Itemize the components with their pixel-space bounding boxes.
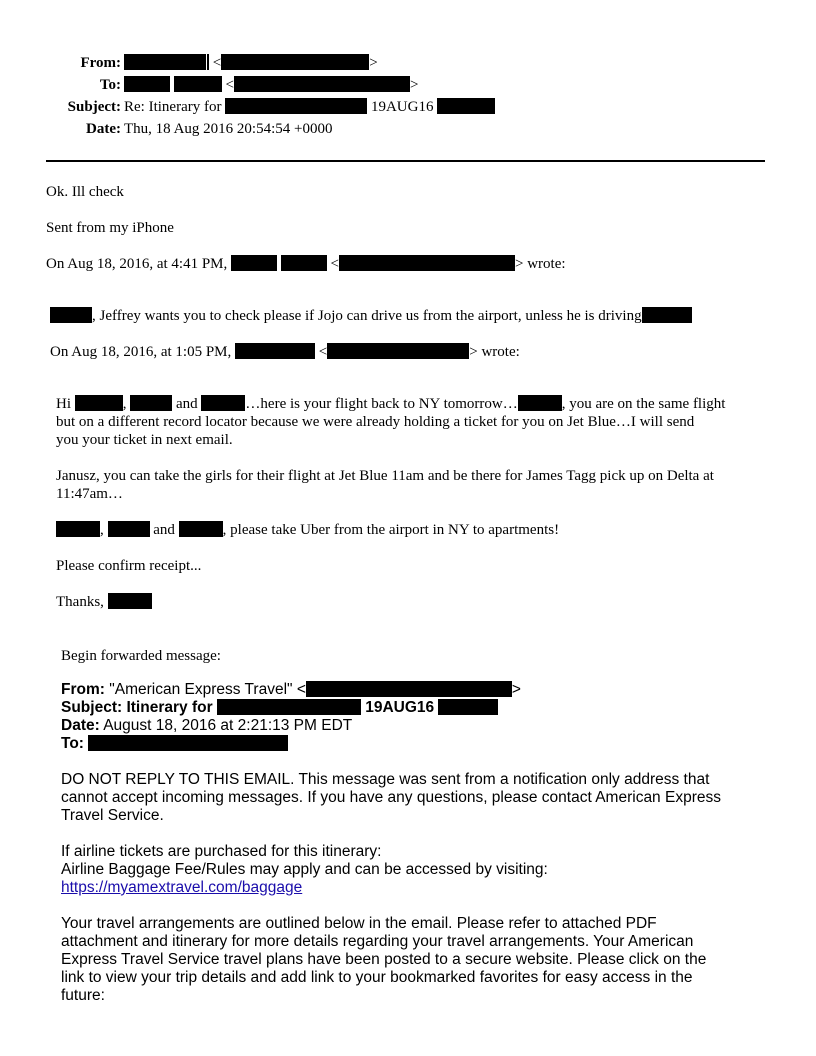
body-text: …here is your flight back to NY tomorrow… bbox=[245, 396, 518, 412]
body-text: , please take Uber from the airport in NY to apartments! bbox=[222, 522, 560, 538]
redaction bbox=[642, 307, 692, 323]
body-line: 11:47am… bbox=[56, 486, 123, 502]
forwarded-date bbox=[61, 717, 521, 735]
to-label: To: bbox=[61, 735, 84, 752]
redaction bbox=[75, 395, 123, 411]
arrangements-line: future: bbox=[61, 987, 105, 1004]
baggage-line: If airline tickets are purchased for this itinerary: bbox=[61, 843, 382, 860]
redaction bbox=[56, 521, 100, 537]
redaction bbox=[217, 699, 361, 715]
to-label: To: bbox=[99, 77, 121, 93]
subject-label: Subject: bbox=[61, 699, 123, 716]
redaction bbox=[88, 735, 288, 751]
subject-prefix: Itinerary for bbox=[126, 699, 213, 716]
redaction bbox=[437, 98, 495, 114]
subject-label: Subject: bbox=[67, 99, 121, 115]
date-value: Thu, 18 Aug 2016 20:54:54 +0000 bbox=[124, 121, 333, 137]
body-paragraph-3 bbox=[56, 521, 559, 539]
redaction bbox=[231, 255, 277, 271]
baggage-link[interactable]: https://myamextravel.com/baggage bbox=[61, 879, 303, 896]
quote-prefix: On Aug 18, 2016, at 4:41 PM, bbox=[46, 256, 228, 272]
body-line: you your ticket in next email. bbox=[56, 432, 233, 448]
conjunction: and bbox=[176, 396, 198, 412]
redaction bbox=[50, 307, 92, 323]
greeting: Hi bbox=[56, 396, 71, 412]
date-value: August 18, 2016 at 2:21:13 PM EDT bbox=[103, 717, 353, 734]
redaction bbox=[108, 593, 152, 609]
body-thanks bbox=[56, 593, 152, 611]
from-label: From: bbox=[80, 55, 121, 71]
redaction bbox=[124, 76, 170, 92]
date-label: Date: bbox=[61, 717, 100, 734]
redaction bbox=[327, 343, 469, 359]
to-value: < > bbox=[124, 76, 418, 94]
body-paragraph-2 bbox=[56, 467, 714, 503]
subject-code: 19AUG16 bbox=[370, 99, 434, 115]
redaction bbox=[174, 76, 222, 92]
comma: , bbox=[100, 522, 104, 538]
baggage-info bbox=[61, 843, 548, 897]
arrangements-line: Your travel arrangements are outlined below in the email. Please refer to attached PDF bbox=[61, 915, 657, 932]
forwarded-subject bbox=[61, 699, 521, 717]
conjunction: and bbox=[153, 522, 175, 538]
notice-line: cannot accept incoming messages. If you have any questions, please contact American Express bbox=[61, 789, 721, 806]
redaction bbox=[221, 54, 369, 70]
subject-prefix: Re: Itinerary for bbox=[124, 99, 222, 115]
from-value: < > bbox=[124, 54, 378, 72]
forwarded-header bbox=[61, 681, 521, 753]
travel-arrangements bbox=[61, 915, 706, 1005]
redaction bbox=[124, 54, 206, 70]
body-line: but on a different record locator because we were already holding a ticket for you on Jet Blue…I will send bbox=[56, 414, 695, 430]
no-reply-notice bbox=[61, 771, 721, 825]
arrangements-line: link to view your trip details and add link to your bookmarked favorites for easy access in the bbox=[61, 969, 693, 986]
forwarded-to bbox=[61, 735, 521, 753]
header-divider bbox=[46, 160, 765, 162]
redaction bbox=[108, 521, 150, 537]
body-paragraph-1 bbox=[56, 395, 725, 449]
message-text: , Jeffrey wants you to check please if Jojo can drive us from the airport, unless he is driving bbox=[92, 308, 642, 324]
subject-code: 19AUG16 bbox=[365, 699, 435, 716]
quote-header-2: On Aug 18, 2016, at 1:05 PM, < > wrote: bbox=[50, 344, 520, 360]
quote-suffix: > wrote: bbox=[514, 256, 566, 272]
redaction bbox=[207, 54, 209, 70]
notice-line: DO NOT REPLY TO THIS EMAIL. This message was sent from a notification only address that bbox=[61, 771, 710, 788]
baggage-line: Airline Baggage Fee/Rules may apply and can be accessed by visiting: bbox=[61, 861, 548, 878]
redaction bbox=[235, 343, 315, 359]
redaction bbox=[225, 98, 367, 114]
redaction bbox=[518, 395, 562, 411]
arrangements-line: Express Travel Service travel plans have been posted to a secure website. Please click on the bbox=[61, 951, 707, 968]
redaction bbox=[438, 699, 498, 715]
reply-signature: Sent from my iPhone bbox=[46, 220, 174, 236]
redaction bbox=[201, 395, 245, 411]
body-line bbox=[56, 395, 725, 413]
body-paragraph-4: Please confirm receipt... bbox=[56, 558, 202, 574]
quote-prefix: On Aug 18, 2016, at 1:05 PM, bbox=[50, 344, 232, 360]
redaction bbox=[281, 255, 327, 271]
redaction bbox=[339, 255, 515, 271]
forwarded-intro: Begin forwarded message: bbox=[61, 648, 221, 664]
thanks-text: Thanks, bbox=[56, 594, 104, 610]
redaction bbox=[306, 681, 512, 697]
redaction bbox=[179, 521, 223, 537]
from-name: "American Express Travel" < bbox=[109, 681, 306, 698]
body-text: , you are on the same flight bbox=[561, 396, 726, 412]
date-label: Date: bbox=[86, 121, 121, 137]
quoted-message-1 bbox=[50, 307, 692, 325]
forwarded-from: From: "American Express Travel" < > bbox=[61, 681, 521, 698]
redaction bbox=[234, 76, 410, 92]
quote-header-1: On Aug 18, 2016, at 4:41 PM, < > wrote: bbox=[46, 256, 566, 272]
subject-value bbox=[124, 98, 495, 116]
arrangements-line: attachment and itinerary for more details regarding your travel arrangements. Your American bbox=[61, 933, 694, 950]
comma: , bbox=[122, 396, 127, 412]
notice-line: Travel Service. bbox=[61, 807, 164, 824]
body-line: Janusz, you can take the girls for their flight at Jet Blue 11am and be there for James Tagg pick up on Delta at bbox=[56, 468, 714, 484]
redaction bbox=[130, 395, 172, 411]
quote-suffix: > wrote: bbox=[469, 344, 520, 360]
from-label: From: bbox=[61, 681, 105, 698]
reply-line: Ok. Ill check bbox=[46, 184, 124, 200]
